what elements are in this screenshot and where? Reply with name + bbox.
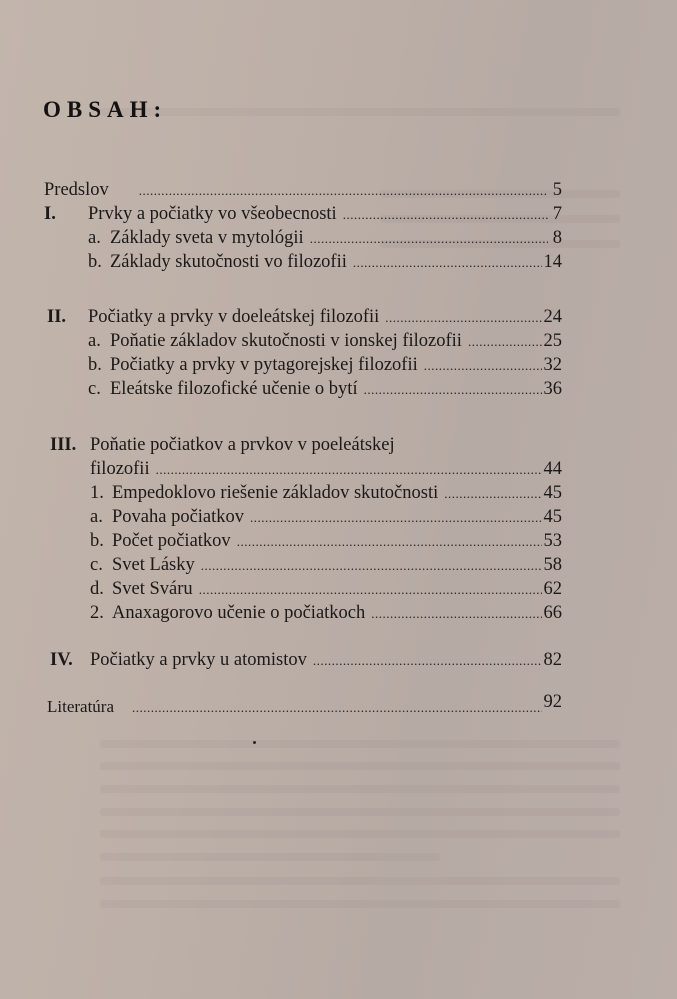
toc-entry-label: Základy sveta v mytológii [110,228,304,248]
section-marker: a. [90,507,103,527]
dot-leader [201,558,542,574]
toc-page-number: 25 [543,331,562,351]
dot-leader [199,582,542,598]
section-marker: b. [90,531,104,551]
section-marker: 2. [90,603,104,623]
dot-leader [371,606,541,622]
toc-entry-label: Prvky a počiatky vo všeobecnosti [88,204,337,224]
toc-entry-preface[interactable] [44,180,562,204]
toc-entry-section[interactable] [44,603,562,627]
toc-entry-section[interactable] [44,252,562,276]
dot-leader [343,207,548,223]
toc-page-number: 36 [543,379,562,399]
section-marker: a. [88,228,101,248]
toc-page-number: 8 [552,228,562,248]
toc-entry-section[interactable] [44,379,562,403]
show-through-texture [100,900,620,908]
dot-leader [313,653,542,669]
show-through-texture [100,740,620,748]
section-marker: c. [88,379,101,399]
dot-leader [139,183,548,199]
toc-entry-section[interactable] [44,555,562,579]
toc-entry-label: Svet Sváru [112,579,193,599]
toc-page-number: 66 [543,603,562,623]
dot-leader [353,255,542,271]
toc-page-number: 7 [552,204,562,224]
toc-entry-label: Eleátske filozofické učenie o bytí [110,379,358,399]
toc-entry-label-continued: filozofii [90,459,150,479]
show-through-texture [100,808,620,816]
dot-leader [132,700,541,716]
toc-page-number: 24 [543,307,562,327]
toc-entry-section[interactable] [44,228,562,252]
show-through-texture [100,853,440,861]
toc-page-number: 45 [543,483,562,503]
dot-leader [156,462,542,478]
toc-page-number: 14 [543,252,562,272]
toc-entry-chapter-4[interactable] [44,650,562,674]
dot-leader [385,310,541,326]
dot-leader [250,510,541,526]
dot-leader [310,231,548,247]
show-through-texture [100,877,620,885]
toc-entry-section[interactable] [44,483,562,507]
section-marker: 1. [90,483,104,503]
toc-entry-section[interactable] [44,507,562,531]
toc-page-number: 82 [543,650,562,670]
dot-leader [444,486,541,502]
show-through-texture [100,762,620,770]
toc-page-number: 58 [543,555,562,575]
toc-entry-chapter-2[interactable] [44,307,562,331]
toc-page-number: 32 [543,355,562,375]
toc-entry-section[interactable] [44,355,562,379]
toc-entry-chapter-1[interactable] [44,204,562,228]
section-marker: d. [90,579,104,599]
chapter-marker: IV. [50,650,73,670]
show-through-texture [100,830,620,838]
toc-entry-bibliography[interactable] [44,692,562,721]
dust-speck [253,741,256,744]
chapter-marker: II. [47,307,67,327]
dot-leader [364,382,542,398]
toc-entry-label: Empedoklovo riešenie základov skutočnosti [112,483,439,503]
toc-page-number: 62 [543,579,562,599]
section-marker: c. [90,555,103,575]
dot-leader [424,358,542,374]
toc-entry-label: Predslov [44,180,109,200]
dot-leader [468,334,542,350]
toc-entry-section[interactable] [44,531,562,555]
toc-entry-label: Počiatky a prvky v pytagorejskej filozofii [110,355,418,375]
section-marker: a. [88,331,101,351]
show-through-texture [100,108,620,116]
show-through-texture [100,785,620,793]
toc-entry-label: Literatúra [47,697,115,716]
page-title: OBSAH: [43,97,168,122]
section-marker: b. [88,355,102,375]
toc-entry-section[interactable] [44,331,562,355]
toc-entry-label: Anaxagorovo učenie o počiatkoch [112,603,366,623]
toc-page-number: 53 [543,531,562,551]
toc-page-number: 92 [543,692,562,712]
toc-page-number: 44 [543,459,562,479]
toc-entry-label: Počiatky a prvky u atomistov [90,650,307,670]
toc-entry-label: Počiatky a prvky v doeleátskej filozofii [88,307,380,327]
toc-entry-label: Základy skutočnosti vo filozofii [110,252,347,272]
dot-leader [237,534,542,550]
toc-entry-section[interactable] [44,579,562,603]
toc-entry-chapter-3-continued[interactable] [44,459,562,483]
chapter-marker: III. [50,435,77,455]
toc-entry-label: Počet počiatkov [112,531,231,551]
toc-entry-label: Svet Lásky [112,555,195,575]
toc-entry-label: Poňatie počiatkov a prvkov v poeleátskej [90,435,395,455]
toc-entry-label: Poňatie základov skutočnosti v ionskej filozofii [110,331,462,351]
toc-page-number: 45 [543,507,562,527]
toc-page-number: 5 [552,180,562,200]
chapter-marker: I. [44,204,56,224]
toc-entry-label: Povaha počiatkov [112,507,245,527]
section-marker: b. [88,252,102,272]
toc-entry-chapter-3[interactable] [44,435,562,459]
